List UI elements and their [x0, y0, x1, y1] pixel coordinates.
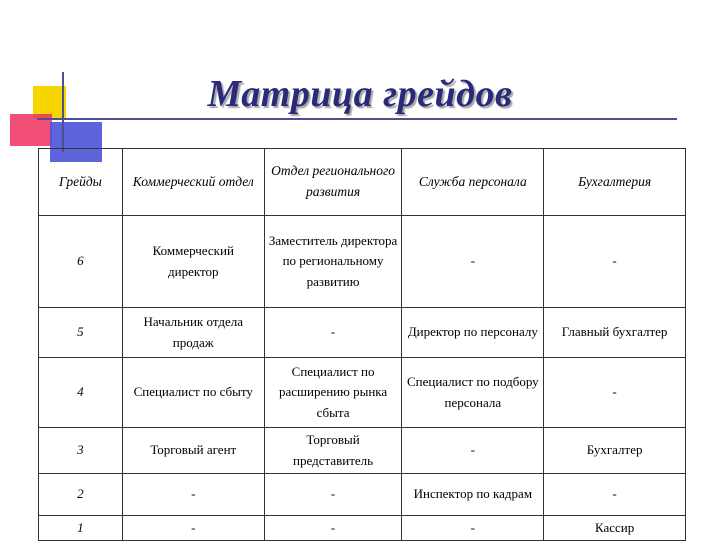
table-cell: - [402, 428, 544, 474]
table-cell: - [544, 474, 686, 516]
table-cell: Главный бухгалтер [544, 308, 686, 358]
table-cell: Кассир [544, 516, 686, 541]
table-cell: Специалист по сбыту [122, 358, 264, 428]
header-cell: Бухгалтерия [544, 149, 686, 216]
table-row [39, 428, 686, 474]
header-cell: Отдел регионального развития [264, 149, 402, 216]
header-cell: Грейды [39, 149, 123, 216]
table-cell: - [402, 516, 544, 541]
table-cell: Торговый представитель [264, 428, 402, 474]
decor-vertical-line [62, 72, 64, 152]
grade-cell: 5 [39, 308, 123, 358]
header-cell: Служба персонала [402, 149, 544, 216]
table-row [39, 516, 686, 541]
grade-cell: 6 [39, 216, 123, 308]
table-row [39, 474, 686, 516]
table-cell: Специалист по подбору персонала [402, 358, 544, 428]
table-header-row [39, 149, 686, 216]
grade-cell: 3 [39, 428, 123, 474]
table-cell: Заместитель директора по региональному развитию [264, 216, 402, 308]
table-cell: - [544, 358, 686, 428]
table-cell: Директор по персоналу [402, 308, 544, 358]
table-cell: Специалист по расширению рынка сбыта [264, 358, 402, 428]
page-title: Матрица грейдов [207, 73, 513, 115]
grade-cell: 1 [39, 516, 123, 541]
table-cell: Инспектор по кадрам [402, 474, 544, 516]
table-cell: - [264, 516, 402, 541]
decor-horizontal-line [37, 118, 677, 120]
table-row [39, 358, 686, 428]
table-cell: Бухгалтер [544, 428, 686, 474]
grade-matrix-table [38, 148, 686, 541]
table-row [39, 308, 686, 358]
table-cell: - [122, 516, 264, 541]
grade-cell: 4 [39, 358, 123, 428]
table-cell: - [402, 216, 544, 308]
table-cell: Коммерческий директор [122, 216, 264, 308]
header-cell: Коммерческий отдел [122, 149, 264, 216]
table-cell: - [544, 216, 686, 308]
grade-cell: 2 [39, 474, 123, 516]
table-cell: Торговый агент [122, 428, 264, 474]
table-cell: - [122, 474, 264, 516]
table-cell: - [264, 474, 402, 516]
table-cell: Начальник отдела продаж [122, 308, 264, 358]
table-cell: - [264, 308, 402, 358]
table-row [39, 216, 686, 308]
